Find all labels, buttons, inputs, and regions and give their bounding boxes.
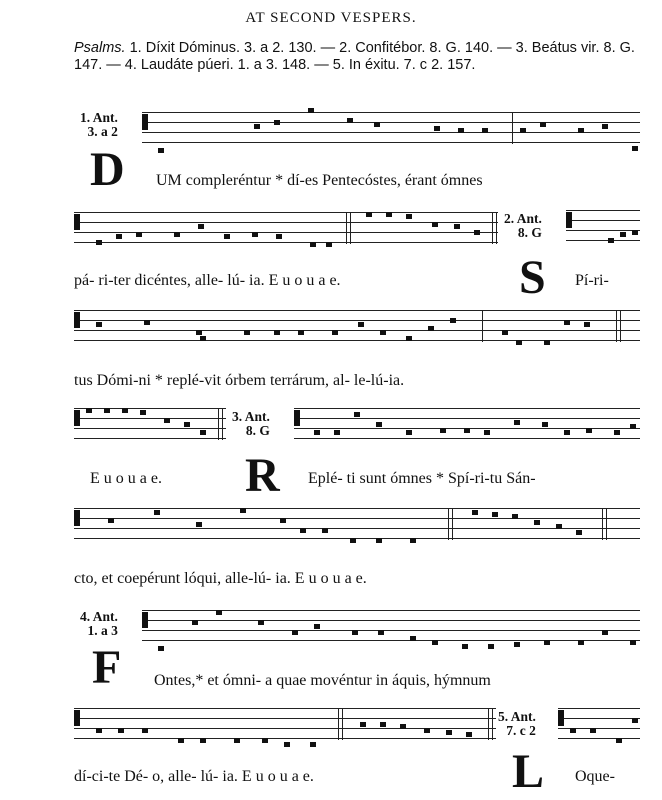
neume-note [262,738,268,743]
staff-line [566,230,640,231]
antiphon-mode: 7. c 2 [506,723,536,738]
neume-note [564,320,570,325]
antiphon-3-label [232,410,270,438]
bar-line [492,212,493,244]
bar-line [620,310,621,342]
neume-note [310,742,316,747]
neume-note [386,212,392,217]
neume-note [484,430,490,435]
neume-note [142,728,148,733]
lyric-line: E u o u a e. [90,470,162,487]
c-clef-icon [74,312,80,328]
neume-note [630,424,636,429]
staff-line [566,220,640,221]
c-clef-icon [294,410,300,426]
neume-note [630,640,636,645]
antiphon-5-initial: L [512,745,545,798]
neume-note [534,520,540,525]
neume-note [428,326,434,331]
neume-note [334,430,340,435]
neume-note [178,738,184,743]
staff-line [74,538,640,539]
neume-note [556,524,562,529]
neume-note [540,122,546,127]
antiphon-number: 3. Ant. [232,409,270,424]
antiphon-number: 4. Ant. [80,609,118,624]
neume-note [200,738,206,743]
neume-note [234,738,240,743]
neume-note [122,408,128,413]
neume-note [192,620,198,625]
lyric-line: Oque- [575,768,615,785]
bar-line [512,112,513,144]
neume-note [216,610,222,615]
lyric-line: pá- ri-ter dicéntes, alle- lú- ia. E u o u a e. [74,272,341,289]
neume-note [280,518,286,523]
neume-note [424,728,430,733]
psalms-text: 1. Díxit Dóminus. 3. a 2. 130. — 2. Confitébor. 8. G. 140. — 3. Beátus vir. 8. G. 147. — 4. Laudáte púeri. 1. a 3. 148. — 5. In éxitu. 7. c 2. 157. [74,40,635,73]
neume-note [542,422,548,427]
psalms-list [74,40,644,74]
neume-note [570,728,576,733]
staff-line [142,142,640,143]
bar-line [496,212,497,244]
neume-note [358,322,364,327]
neume-note [224,234,230,239]
antiphon-2-label [504,212,542,240]
neume-note [464,428,470,433]
neume-note [136,232,142,237]
neume-note [502,330,508,335]
lyric-line: Eplé- ti sunt ómnes * Spí-ri-tu Sán- [308,470,536,487]
neume-note [578,128,584,133]
neume-note [244,330,250,335]
lyric-line: Pí-ri- [575,272,609,289]
staff-line [74,242,498,243]
staff-line [142,112,640,113]
neume-note [474,230,480,235]
neume-note [632,718,638,723]
neume-note [590,728,596,733]
neume-note [240,508,246,513]
neume-note [544,340,550,345]
neume-note [314,430,320,435]
staff-line [294,408,640,409]
neume-note [118,728,124,733]
antiphon-5-label [498,710,536,738]
staff-line [74,330,640,331]
neume-note [374,122,380,127]
neume-note [380,722,386,727]
staff-line [558,708,640,709]
neume-note [602,124,608,129]
neume-note [254,124,260,129]
neume-note [154,510,160,515]
antiphon-number: 5. Ant. [498,709,536,724]
staff-line [74,340,640,341]
antiphon-2-initial: S [519,251,546,304]
lyric-line: Ontes,* et ómni- a quae movéntur in áquis, hýmnum [154,672,491,689]
neume-note [576,530,582,535]
c-clef-icon [74,710,80,726]
neume-note [158,148,164,153]
neume-note [488,644,494,649]
staff-line [74,320,640,321]
staff-line [74,428,226,429]
bar-line [482,310,483,342]
neume-note [514,420,520,425]
neume-note [620,232,626,237]
neume-note [584,322,590,327]
bar-line [488,708,489,740]
neume-note [482,128,488,133]
music-staff [566,210,640,254]
music-staff [74,310,640,354]
music-staff [142,112,640,156]
staff-line [74,508,640,509]
neume-note [322,528,328,533]
neume-note [310,242,316,247]
antiphon-mode: 8. G [245,423,270,438]
neume-note [462,644,468,649]
antiphon-4-initial: F [92,641,122,694]
staff-line [294,418,640,419]
neume-note [96,322,102,327]
c-clef-icon [558,710,564,726]
neume-note [326,242,332,247]
staff-line [74,310,640,311]
neume-note [466,732,472,737]
neume-note [564,430,570,435]
antiphon-number: 2. Ant. [504,211,542,226]
bar-line [452,508,453,540]
neume-note [446,730,452,735]
neume-note [440,428,446,433]
neume-note [360,722,366,727]
music-staff [74,708,496,752]
music-staff [74,508,640,552]
neume-note [432,222,438,227]
staff-line [142,132,640,133]
staff-line [74,212,498,213]
lyric-line: tus Dómi-ni * replé-vit órbem terrárum, al- le-lú-ia. [74,372,405,389]
neume-note [196,522,202,527]
neume-note [314,624,320,629]
antiphon-1-label [80,111,118,139]
c-clef-icon [74,214,80,230]
neume-note [140,410,146,415]
neume-note [378,630,384,635]
antiphon-3-initial: R [245,449,280,502]
staff-line [74,518,640,519]
antiphon-number: 1. Ant. [80,110,118,125]
neume-note [274,120,280,125]
neume-note [252,232,258,237]
neume-note [632,230,638,235]
bar-line [338,708,339,740]
lyric-line: dí-ci-te Dé- o, alle- lú- ia. E u o u a e. [74,768,314,785]
neume-note [347,118,353,123]
neume-note [116,234,122,239]
neume-note [616,738,622,743]
neume-note [350,538,356,543]
staff-line [74,438,226,439]
neume-note [380,330,386,335]
bar-line [350,212,351,244]
music-staff [142,610,640,654]
antiphon-4-label [80,610,118,638]
neume-note [292,630,298,635]
page-title: AT SECOND VESPERS. [245,10,417,26]
bar-line [448,508,449,540]
staff-line [294,438,640,439]
neume-note [332,330,338,335]
neume-note [158,646,164,651]
neume-note [164,418,170,423]
neume-note [376,538,382,543]
neume-note [406,430,412,435]
neume-note [586,428,592,433]
neume-note [376,422,382,427]
staff-line [74,728,496,729]
lyric-line: UM compleréntur * dí-es Pentecóstes, érant ómnes [156,172,483,189]
antiphon-mode: 8. G [517,225,542,240]
neume-note [196,330,202,335]
antiphon-1-initial: D [90,143,125,196]
staff-line [142,630,640,631]
neume-note [400,724,406,729]
staff-line [74,718,496,719]
bar-line [616,310,617,342]
neume-note [308,108,314,113]
staff-line [142,122,640,123]
music-staff [558,708,640,752]
neume-note [354,412,360,417]
neume-note [472,510,478,515]
bar-line [346,212,347,244]
neume-note [200,336,206,341]
neume-note [410,538,416,543]
neume-note [298,330,304,335]
neume-note [454,224,460,229]
neume-note [520,128,526,133]
neume-note [578,640,584,645]
psalms-label: Psalms. [74,40,126,56]
staff-line [558,738,640,739]
staff-line [558,718,640,719]
neume-note [352,630,358,635]
bar-line [492,708,493,740]
neume-note [614,430,620,435]
neume-note [198,224,204,229]
staff-line [566,210,640,211]
neume-note [274,330,280,335]
staff-line [74,418,226,419]
neume-note [512,514,518,519]
neume-note [284,742,290,747]
staff-line [74,708,496,709]
staff-line [74,738,496,739]
neume-note [96,240,102,245]
neume-note [104,408,110,413]
music-staff [294,408,640,452]
neume-note [602,630,608,635]
bar-line [342,708,343,740]
neume-note [434,126,440,131]
staff-line [566,240,640,241]
neume-note [366,212,372,217]
c-clef-icon [142,114,148,130]
neume-note [608,238,614,243]
neume-note [96,728,102,733]
c-clef-icon [566,212,572,228]
neume-note [258,620,264,625]
neume-note [184,422,190,427]
neume-note [406,214,412,219]
neume-note [406,336,412,341]
c-clef-icon [74,410,80,426]
staff-line [74,408,226,409]
neume-note [514,642,520,647]
neume-note [276,234,282,239]
antiphon-mode: 3. a 2 [87,124,118,139]
neume-note [144,320,150,325]
neume-note [544,640,550,645]
staff-line [142,620,640,621]
neume-note [450,318,456,323]
music-staff [74,212,498,256]
c-clef-icon [142,612,148,628]
antiphon-mode: 1. a 3 [87,623,118,638]
neume-note [492,512,498,517]
neume-note [458,128,464,133]
bar-line [222,408,223,440]
neume-note [200,430,206,435]
neume-note [516,340,522,345]
bar-line [218,408,219,440]
staff-line [142,640,640,641]
neume-note [86,408,92,413]
bar-line [602,508,603,540]
music-staff [74,408,226,452]
c-clef-icon [74,510,80,526]
neume-note [410,636,416,641]
bar-line [606,508,607,540]
neume-note [432,640,438,645]
neume-note [108,518,114,523]
neume-note [174,232,180,237]
lyric-line: cto, et coepérunt lóqui, alle-lú- ia. E u o u a e. [74,570,367,587]
neume-note [632,146,638,151]
neume-note [300,528,306,533]
